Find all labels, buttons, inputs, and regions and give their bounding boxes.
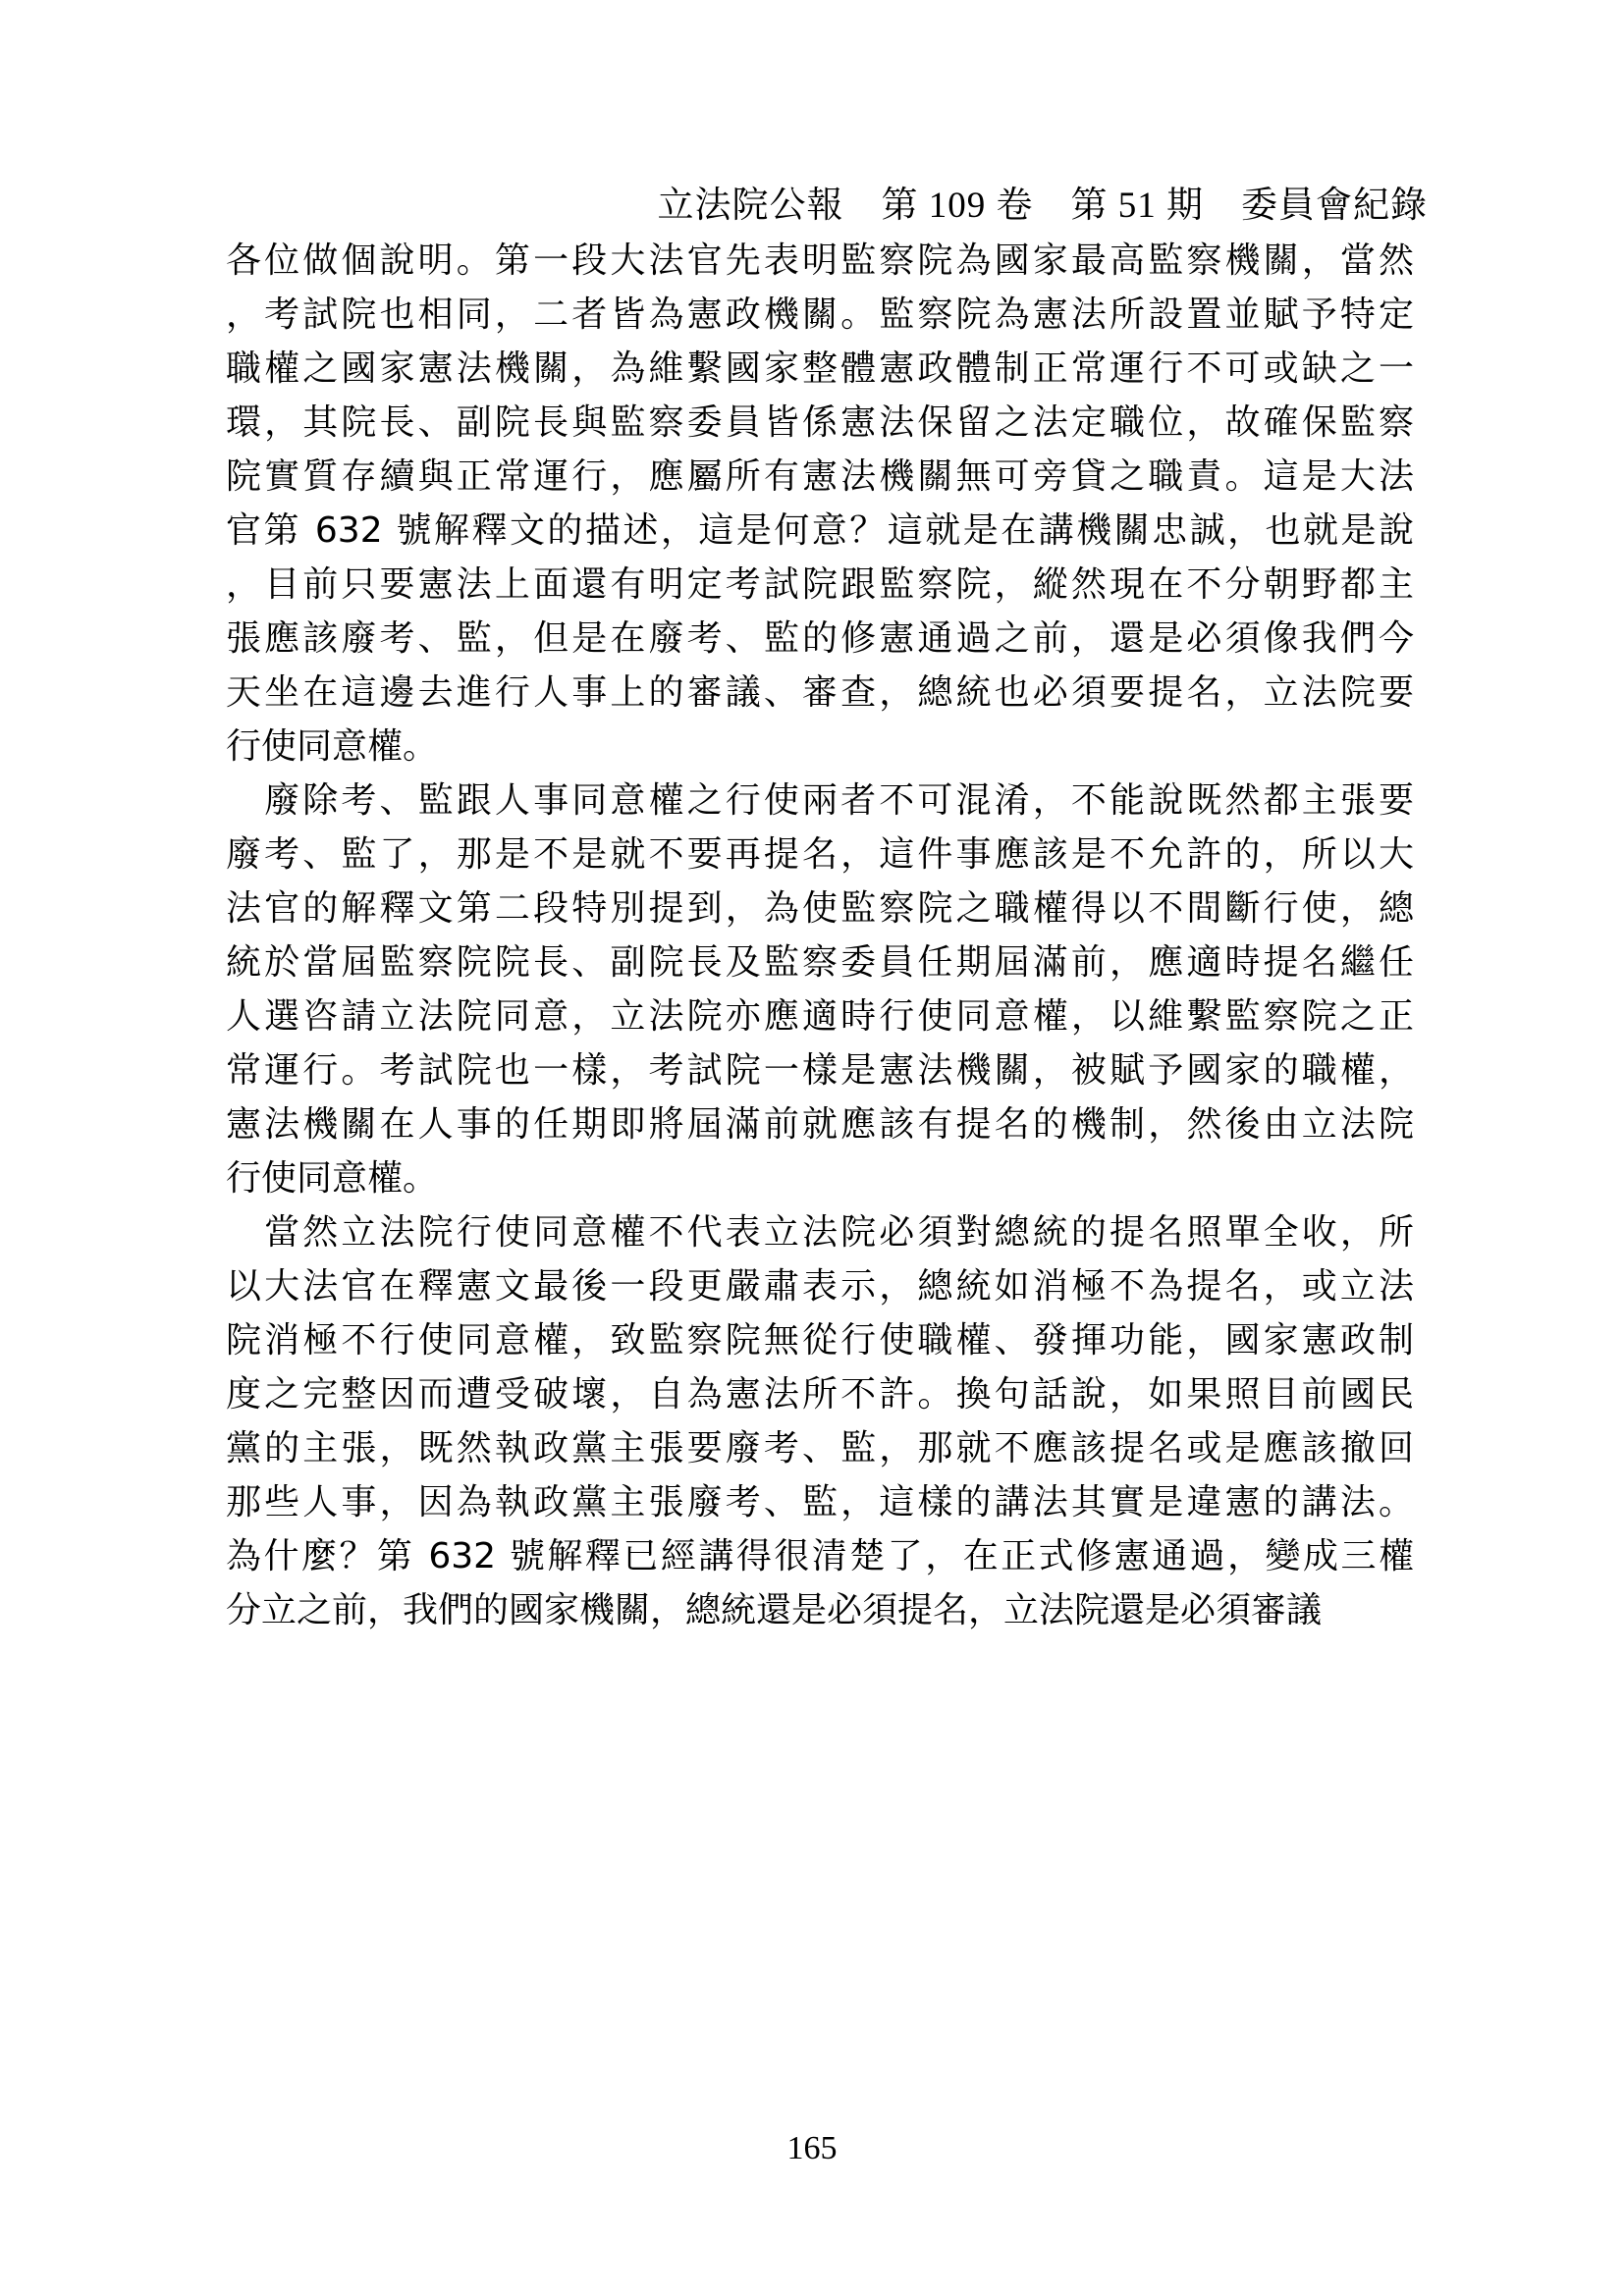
text-line: 廢除考、監跟人事同意權之行使兩者不可混淆，不能說既然都主張要: [226, 780, 1414, 821]
paragraph: [226, 234, 1414, 774]
text-line: 人選咨請立法院同意，立法院亦應適時行使同意權，以維繫監察院之正: [226, 996, 1414, 1037]
text-line: 天坐在這邊去進行人事上的審議、審查，總統也必須要提名，立法院要: [226, 672, 1414, 713]
text-line: 官第 632 號解釋文的描述，這是何意？這就是在講機關忠誠，也就是說: [226, 510, 1414, 551]
text-line: 環，其院長、副院長與監察委員皆係憲法保留之法定職位，故確保監察: [226, 402, 1414, 443]
text-line: 黨的主張，既然執政黨主張要廢考、監，那就不應該提名或是應該撤回: [226, 1428, 1414, 1468]
text-line: 統於當屆監察院院長、副院長及監察委員任期屆滿前，應適時提名繼任: [226, 942, 1414, 983]
text-line: 憲法機關在人事的任期即將屆滿前就應該有提名的機制，然後由立法院: [226, 1104, 1414, 1145]
page-number: 165: [786, 2130, 838, 2166]
paragraph: [226, 774, 1414, 1205]
text-line: 以大法官在釋憲文最後一段更嚴肅表示，總統如消極不為提名，或立法: [226, 1266, 1414, 1307]
text-line: 各位做個說明。第一段大法官先表明監察院為國家最高監察機關，當然: [226, 240, 1414, 281]
text-line: 常運行。考試院也一樣，考試院一樣是憲法機關，被賦予國家的職權，: [226, 1050, 1414, 1091]
body-text: [226, 234, 1414, 1637]
text-line: 分立之前，我們的國家機關，總統還是必須提名，立法院還是必須審議: [226, 1590, 1323, 1630]
text-line: ，考試院也相同，二者皆為憲政機關。監察院為憲法所設置並賦予特定: [226, 294, 1414, 335]
text-line: 廢考、監了，那是不是就不要再提名，這件事應該是不允許的，所以大: [226, 834, 1414, 875]
text-line: 職權之國家憲法機關，為維繫國家整體憲政體制正常運行不可或缺之一: [226, 348, 1414, 389]
text-line: 法官的解釋文第二段特別提到，為使監察院之職權得以不間斷行使，總: [226, 888, 1414, 929]
text-line: 行使同意權。: [226, 1158, 439, 1199]
page-header: 立法院公報 第 109 卷 第 51 期 委員會紀錄: [657, 186, 1428, 226]
text-line: 行使同意權。: [226, 726, 439, 767]
text-line: 當然立法院行使同意權不代表立法院必須對總統的提名照單全收，所: [226, 1212, 1414, 1253]
text-line: 院實質存續與正常運行，應屬所有憲法機關無可旁貸之職責。這是大法: [226, 456, 1414, 497]
text-line: 院消極不行使同意權，致監察院無從行使職權、發揮功能，國家憲政制: [226, 1320, 1414, 1361]
text-line: 度之完整因而遭受破壞，自為憲法所不許。換句話說，如果照目前國民: [226, 1374, 1414, 1415]
text-line: 張應該廢考、監，但是在廢考、監的修憲通過之前，還是必須像我們今: [226, 618, 1414, 659]
text-line: 為什麼？第 632 號解釋已經講得很清楚了，在正式修憲通過，變成三權: [226, 1536, 1414, 1576]
paragraph: [226, 1205, 1414, 1637]
text-line: ，目前只要憲法上面還有明定考試院跟監察院，縱然現在不分朝野都主: [226, 564, 1414, 605]
text-line: 那些人事，因為執政黨主張廢考、監，這樣的講法其實是違憲的講法。: [226, 1482, 1414, 1522]
